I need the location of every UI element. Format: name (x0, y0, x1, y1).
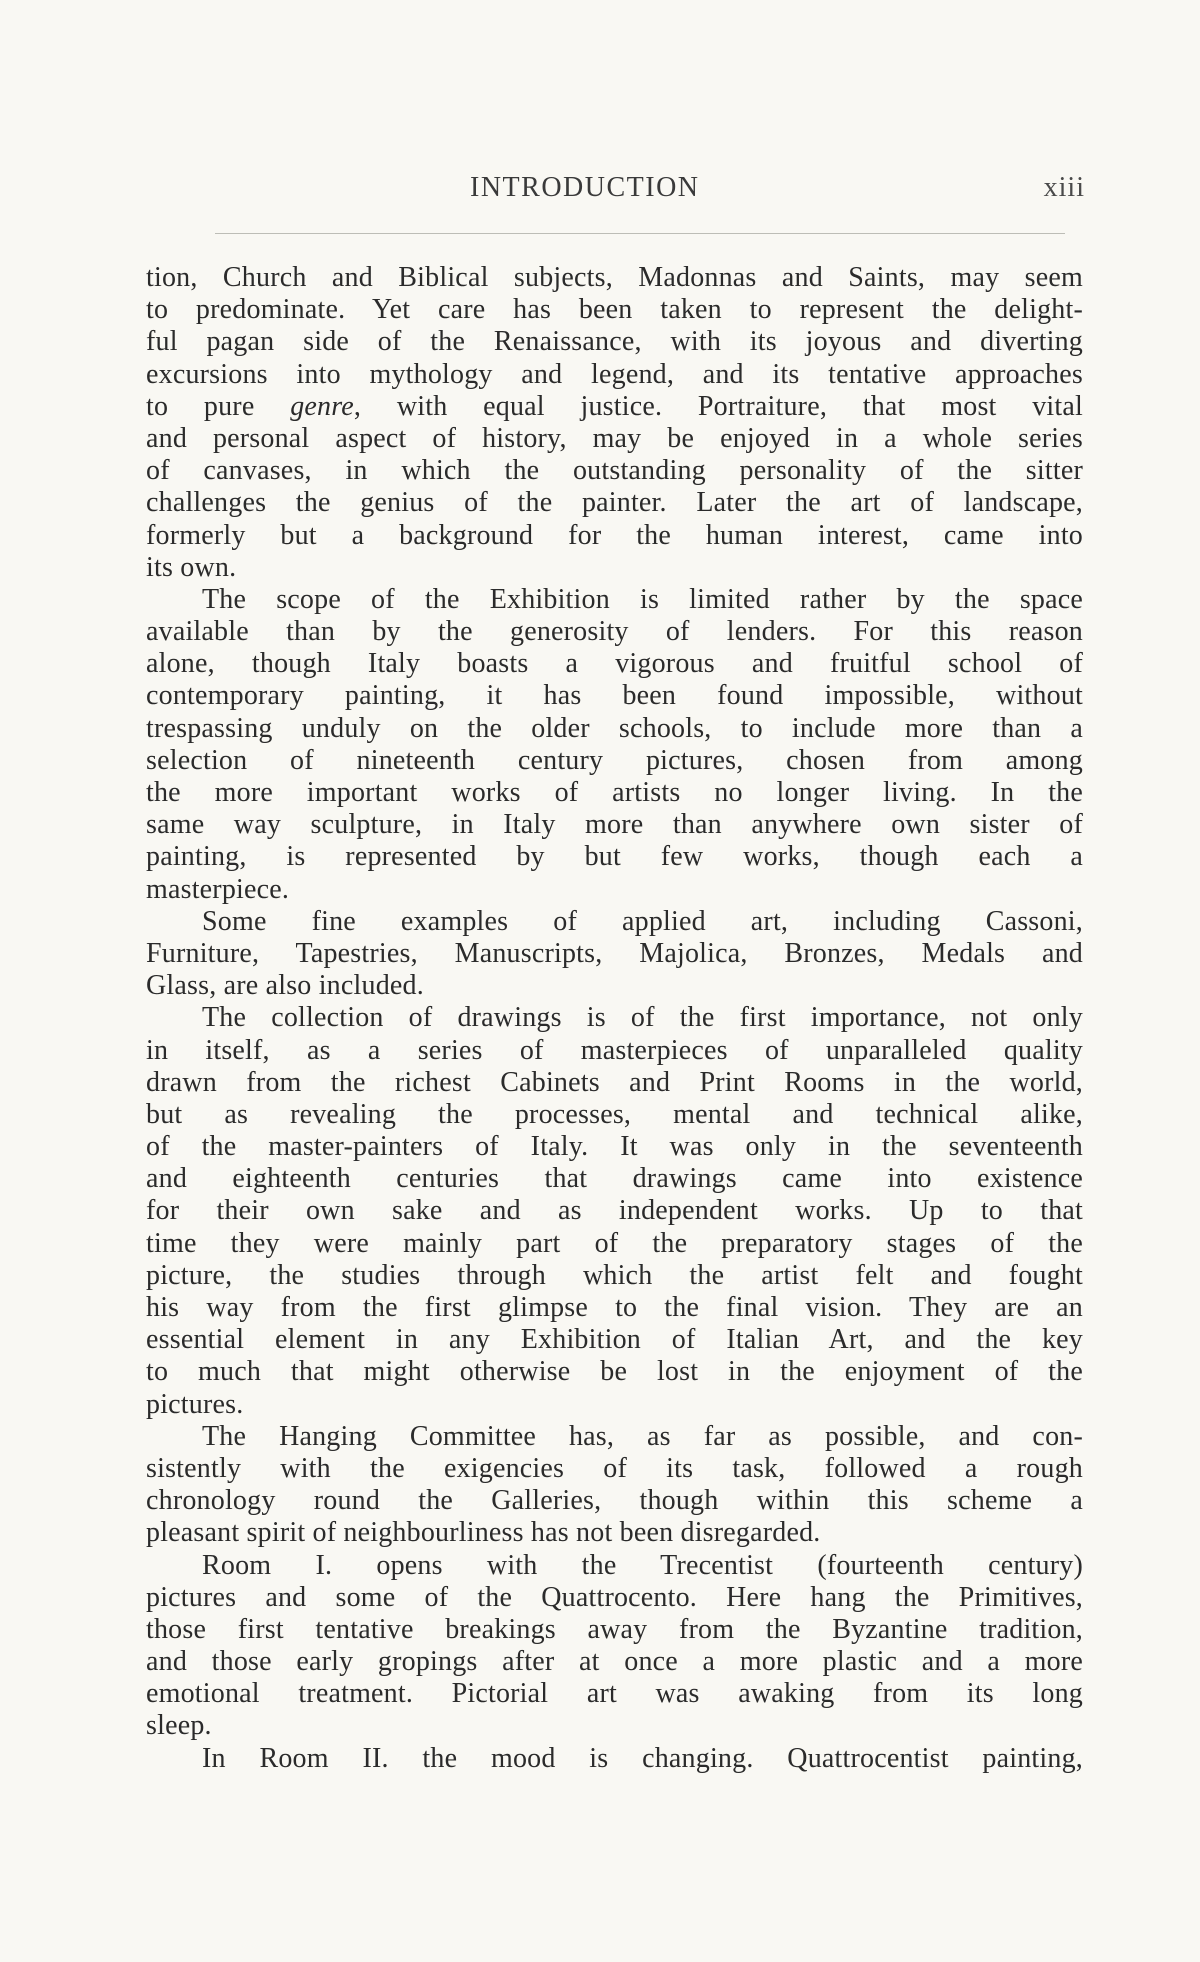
text-line: Some fine examples of applied art, including Cassoni, (202, 905, 1083, 937)
text-line: The Hanging Committee has, as far as possible, and con- (202, 1420, 1083, 1452)
text-line: the more important works of artists no longer living. In the (146, 777, 1083, 808)
text-line: available than by the generosity of lenders. For this reason (146, 616, 1083, 648)
text-line: emotional treatment. Pictorial art was awaking from its long (146, 1678, 1083, 1710)
text-line: chronology round the Galleries, though within this scheme a (146, 1485, 1083, 1517)
text-line: alone, though Italy boasts a vigorous and fruitful school of (146, 648, 1083, 680)
text-line: to much that might otherwise be lost in the enjoyment of the (146, 1356, 1083, 1388)
text-line: sistently with the exigencies of its task, followed a rough (146, 1452, 1083, 1484)
page-number: xiii (1043, 172, 1085, 203)
text-line: to predominate. Yet care has been taken to represent the delight- (146, 294, 1083, 326)
text-line: tion, Church and Biblical subjects, Madonnas and Saints, may seem (146, 262, 1083, 293)
text-line: selection of nineteenth century pictures, chosen from among (146, 744, 1083, 776)
text-line: formerly but a background for the human interest, came into (146, 519, 1083, 551)
running-title: INTRODUCTION (470, 172, 700, 203)
text-line: contemporary painting, it has been found impossible, without (146, 680, 1083, 712)
text-line: pleasant spirit of neighbourliness has not been disregarded. (146, 1517, 821, 1549)
text-line: excursions into mythology and legend, and its tentative approaches (146, 358, 1083, 390)
text-line: for their own sake and as independent works. Up to that (146, 1195, 1083, 1227)
text-line: pictures and some of the Quattrocento. Here hang the Primitives, (146, 1581, 1083, 1613)
text-line: The scope of the Exhibition is limited rather by the space (202, 583, 1083, 615)
text-line: pictures. (146, 1388, 244, 1420)
text-line: and those early gropings after at once a more plastic and a more (146, 1646, 1083, 1678)
text-line: and personal aspect of history, may be enjoyed in a whole series (146, 422, 1083, 454)
text-line: picture, the studies through which the artist felt and fought (146, 1259, 1083, 1291)
text-line: painting, is represented by but few works, though each a (146, 841, 1083, 873)
text-line: those first tentative breakings away from the Byzantine tradition, (146, 1613, 1083, 1645)
text-line: time they were mainly part of the preparatory stages of the (146, 1227, 1083, 1259)
text-line: his way from the first glimpse to the final vision. They are an (146, 1292, 1083, 1323)
text-line: ful pagan side of the Renaissance, with its joyous and diverting (146, 326, 1083, 358)
body-text (146, 262, 1083, 1775)
text-line: of the master-painters of Italy. It was only in the seventeenth (146, 1131, 1083, 1163)
text-line: trespassing unduly on the older schools, to include more than a (146, 712, 1083, 744)
text-line: essential element in any Exhibition of Italian Art, and the key (146, 1324, 1083, 1356)
text-line: Furniture, Tapestries, Manuscripts, Majolica, Bronzes, Medals and (146, 937, 1083, 969)
text-line: masterpiece. (146, 873, 290, 905)
text-line: same way sculpture, in Italy more than anywhere own sister of (146, 809, 1083, 841)
text-line: drawn from the richest Cabinets and Print Rooms in the world, (146, 1066, 1083, 1098)
page-header (150, 172, 1085, 212)
text-line: and eighteenth centuries that drawings came into existence (146, 1163, 1083, 1195)
text-line: its own. (146, 551, 237, 583)
text-line: of canvases, in which the outstanding personality of the sitter (146, 455, 1083, 487)
header-rule (215, 233, 1065, 234)
text-line: to pure genre, with equal justice. Portraiture, that most vital (146, 390, 1084, 422)
text-line: The collection of drawings is of the first importance, not only (202, 1002, 1083, 1034)
text-line: but as revealing the processes, mental and technical alike, (146, 1098, 1083, 1130)
text-line: In Room II. the mood is changing. Quattrocentist painting, (202, 1742, 1083, 1774)
text-line: sleep. (146, 1710, 212, 1742)
text-line: challenges the genius of the painter. Later the art of landscape, (146, 487, 1083, 519)
text-line: in itself, as a series of masterpieces of unparalleled quality (146, 1034, 1083, 1066)
text-line: Glass, are also included. (146, 970, 424, 1002)
text-line: Room I. opens with the Trecentist (fourteenth century) (202, 1549, 1083, 1581)
italic-word: genre (290, 390, 354, 422)
